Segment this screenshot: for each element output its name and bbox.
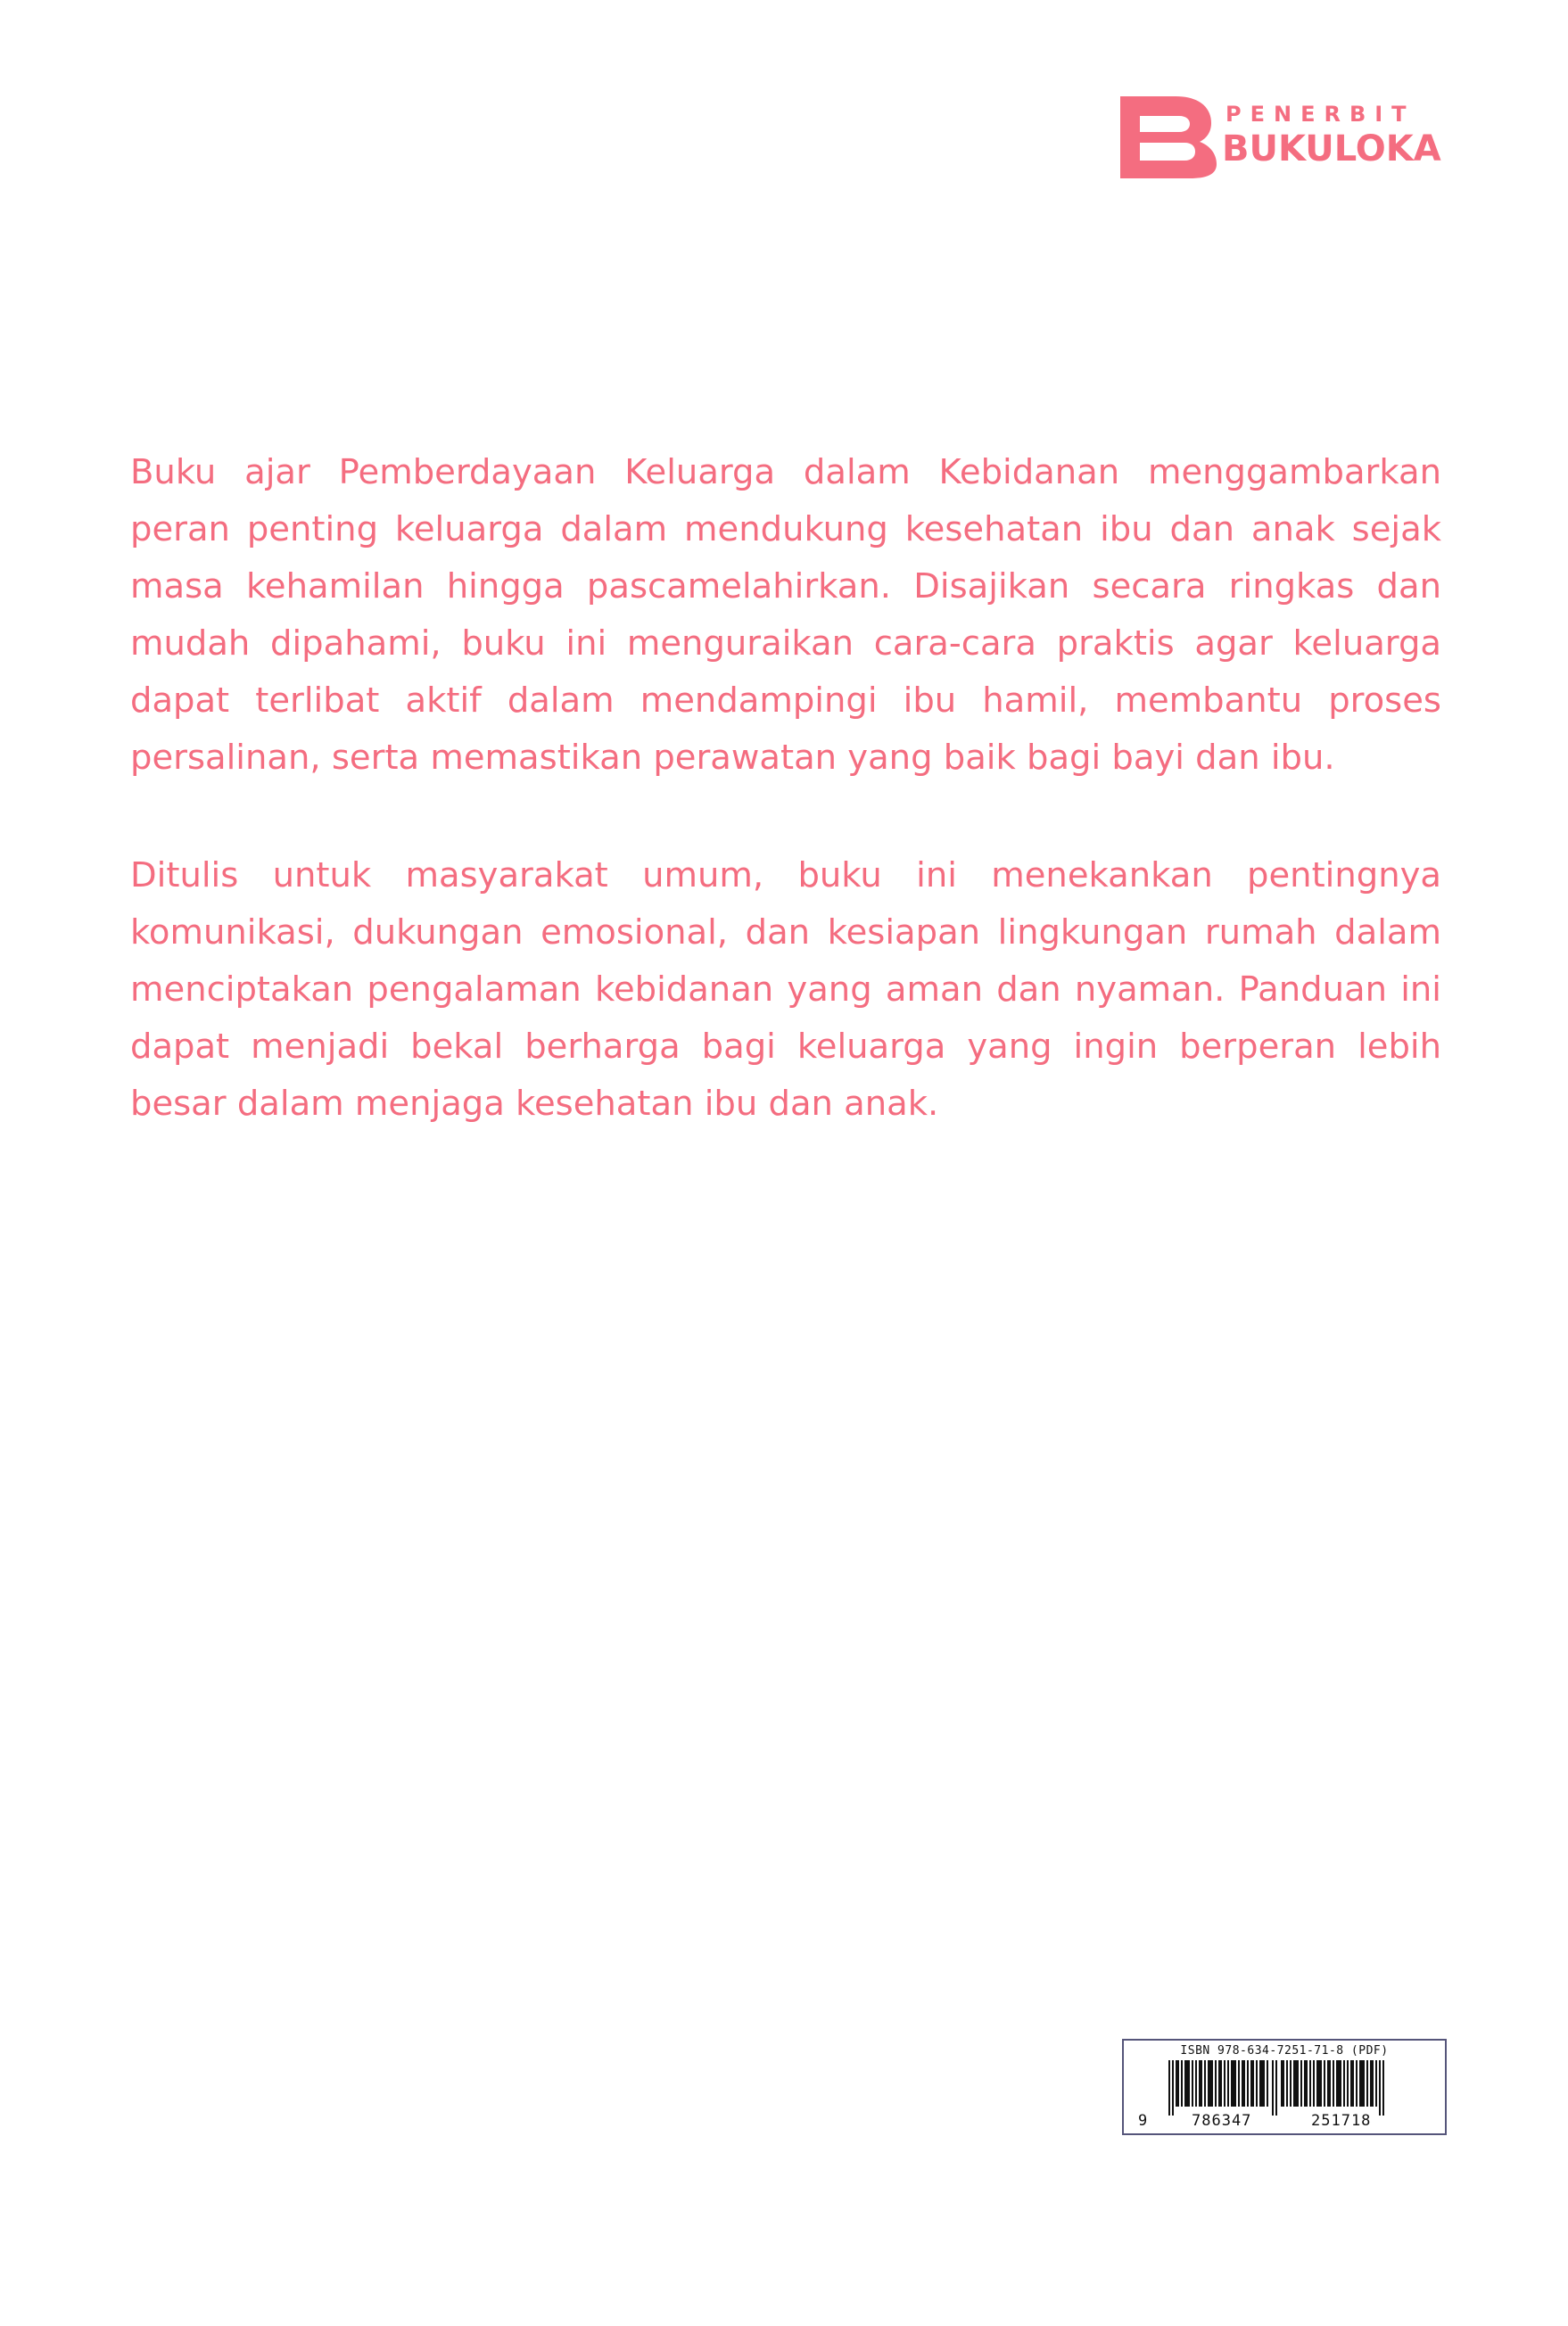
isbn-label: ISBN 978-634-7251-71-8 (PDF) <box>1180 2044 1389 2058</box>
barcode-first-digit: 9 <box>1138 2112 1148 2130</box>
publisher-logo <box>1120 96 1441 178</box>
blurb-paragraph-1: Buku ajar Pemberdayaan Keluarga dalam Kebidanan menggambarkan peran penting keluarga dalam mendukung kesehatan ibu dan anak sejak masa kehamilan hingga pascamelahirkan. Disajikan secara ringkas dan mudah dipahami, buku ini menguraikan cara-cara praktis agar keluarga dapat terlibat aktif dalam mendampingi ibu hamil, membantu proses persalinan, serta memastikan perawatan yang baik bagi bayi dan ibu. <box>130 452 1441 778</box>
isbn-barcode <box>1122 2039 1447 2135</box>
barcode-bars-icon <box>1168 2060 1400 2116</box>
blurb-paragraph-2: Ditulis untuk masyarakat umum, buku ini menekankan pentingnya komunikasi, dukungan emosional, dan kesiapan lingkungan rumah dalam menciptakan pengalaman kebidanan yang aman dan nyaman. Panduan ini dapat menjadi bekal berharga bagi keluarga yang ingin berperan lebih besar dalam menjaga kesehatan ibu dan anak. <box>130 855 1441 1124</box>
barcode-right-digits: 251718 <box>1311 2112 1372 2130</box>
barcode-left-digits: 786347 <box>1192 2112 1252 2130</box>
publisher-name: BUKULOKA <box>1222 128 1441 169</box>
publisher-b-logo-icon <box>1120 96 1218 178</box>
publisher-label: PENERBIT <box>1226 102 1415 127</box>
